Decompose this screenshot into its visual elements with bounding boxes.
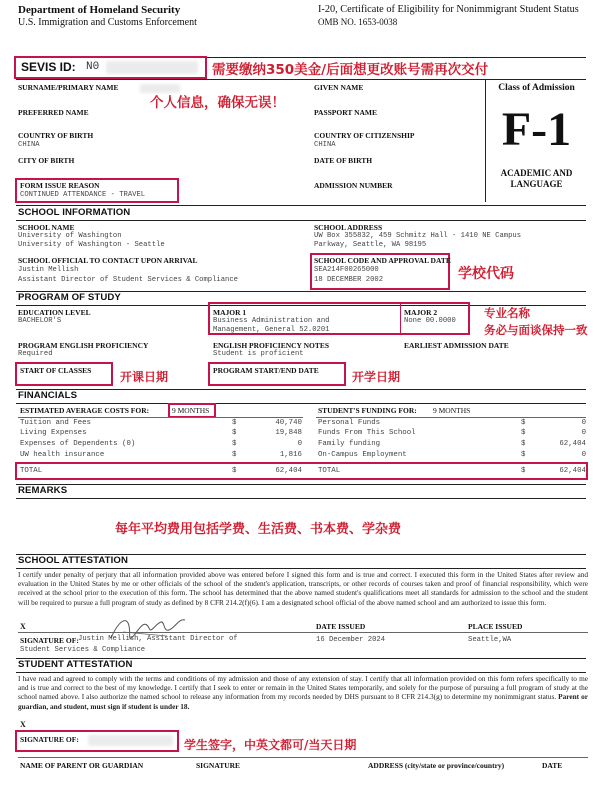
- form-title: I-20, Certificate of Eligibility for Nonimmigrant Student Status: [318, 4, 579, 15]
- school-code-annotation: 学校代码: [458, 266, 514, 282]
- costs-period: 9 MONTHS: [172, 406, 210, 415]
- country-of-birth-label: COUNTRY OF BIRTH: [18, 131, 94, 140]
- program-dates-label: PROGRAM START/END DATE: [213, 366, 319, 375]
- total-costs-label: TOTAL: [20, 467, 43, 475]
- personal-info-annotation: 个人信息，确保无误！: [150, 95, 285, 111]
- total-costs-value: 62,404: [275, 467, 302, 475]
- funding-amount-3: 62,404: [559, 440, 586, 448]
- parent-date-label: DATE: [542, 761, 563, 770]
- cost-item-1: Tuition and Fees: [20, 419, 91, 427]
- class-of-admission-label: Class of Admission: [498, 83, 575, 93]
- school-signature-line1: Justin Mellish, Assistant Director of: [78, 635, 238, 643]
- cost-item-4: UW health insurance: [20, 451, 105, 459]
- school-code-label: SCHOOL CODE AND APPROVAL DATE: [314, 256, 451, 265]
- earliest-admission-label: EARLIEST ADMISSION DATE: [404, 341, 509, 350]
- class-line-1: ACADEMIC AND: [500, 168, 573, 178]
- program-title: PROGRAM OF STUDY: [18, 292, 121, 303]
- major2-label: MAJOR 2: [404, 308, 438, 317]
- form-issue-reason-label: FORM ISSUE REASON: [20, 181, 100, 190]
- english-proficiency-value: Required: [18, 350, 53, 358]
- english-proficiency-label: PROGRAM ENGLISH PROFICIENCY: [18, 341, 149, 350]
- major-name-annotation: 专业名称: [484, 306, 530, 320]
- parent-name-label: NAME OF PARENT OR GUARDIAN: [20, 761, 144, 770]
- school-official-name: Justin Mellish: [18, 266, 79, 274]
- student-attestation-title: STUDENT ATTESTATION: [18, 659, 133, 670]
- cost-currency-3: $: [232, 440, 237, 448]
- remarks-annotation: 每年平均费用包括学费、生活费、书本费、学杂费: [115, 522, 402, 537]
- costs-label: ESTIMATED AVERAGE COSTS FOR:: [20, 406, 150, 415]
- english-notes-value: Student is proficient: [213, 350, 304, 358]
- school-official-title: Assistant Director of Student Services & Compliance: [18, 276, 238, 284]
- sevis-label: SEVIS ID:: [21, 60, 76, 74]
- funding-currency-3: $: [521, 440, 526, 448]
- cost-amount-1: 40,740: [275, 419, 302, 427]
- cost-currency-4: $: [232, 451, 237, 459]
- sevis-redaction: [106, 61, 198, 74]
- funding-currency-4: $: [521, 451, 526, 459]
- city-of-birth-label: CITY OF BIRTH: [18, 156, 75, 165]
- school-attestation-text: I certify under penalty of perjury that all information provided above was entered before I signed this form and is true and correct. I executed this form in the United States after review and evaluation in the United States by me or other officials of the school of the student's application, transcripts, or other records of courses taken and proof of financial responsibility, which were received at the school prior to the execution of this form. The school has determined that the above named student's qualifications meet all standards for admission to the school and the student will be required to pursue a full program of study as defined by 8 CFR 214.2(f)(6). I am a designated school official of the above named school and am authorized to issue this form.: [18, 570, 588, 607]
- omb-number: OMB NO. 1653-0038: [318, 17, 398, 27]
- program-dates-annotation: 开学日期: [352, 370, 401, 384]
- school-address-line2: Parkway, Seattle, WA 98195: [314, 241, 427, 249]
- agency-title: Department of Homeland Security: [18, 4, 181, 16]
- english-notes-label: ENGLISH PROFICIENCY NOTES: [213, 341, 329, 350]
- funding-item-2: Funds From This School: [318, 429, 416, 437]
- education-level-label: EDUCATION LEVEL: [18, 308, 91, 317]
- cost-amount-4: 1,816: [279, 451, 302, 459]
- date-issued-value: 16 December 2024: [316, 636, 386, 644]
- funding-item-4: On-Campus Employment: [318, 451, 407, 459]
- admission-number-label: ADMISSION NUMBER: [314, 181, 393, 190]
- funding-amount-4: 0: [581, 451, 586, 459]
- surname-label: SURNAME/PRIMARY NAME: [18, 83, 119, 92]
- school-official-label: SCHOOL OFFICIAL TO CONTACT UPON ARRIVAL: [18, 256, 198, 265]
- school-signature-label: SIGNATURE OF:: [20, 636, 79, 645]
- sevis-annotation: 需要缴纳350美金/后面想更改账号需再次交付: [212, 62, 489, 78]
- major2-value: None 00.0000: [404, 317, 456, 325]
- parent-signature-label: SIGNATURE: [196, 761, 241, 770]
- parent-address-label: ADDRESS (city/state or province/country): [368, 761, 505, 770]
- form-issue-reason-value: CONTINUED ATTENDANCE - TRAVEL: [20, 191, 146, 199]
- school-approval-date: 18 DECEMBER 2002: [314, 276, 384, 284]
- cost-item-2: Living Expenses: [20, 429, 87, 437]
- funding-amount-2: 0: [581, 429, 586, 437]
- citizenship-value: CHINA: [314, 141, 336, 149]
- funding-currency-1: $: [521, 419, 526, 427]
- funding-item-1: Personal Funds: [318, 419, 381, 427]
- major1-line1: Business Administration and: [213, 317, 330, 325]
- school-attestation-title: SCHOOL ATTESTATION: [18, 555, 128, 566]
- school-signature-line2: Student Services & Compliance: [20, 646, 146, 654]
- date-issued-label: DATE ISSUED: [316, 622, 366, 631]
- cost-amount-3: 0: [297, 440, 302, 448]
- total-funding-currency: $: [521, 467, 526, 475]
- class-code: F-1: [501, 103, 572, 156]
- school-address-label: SCHOOL ADDRESS: [314, 223, 383, 232]
- school-x-mark: X: [20, 622, 26, 631]
- citizenship-label: COUNTRY OF CITIZENSHIP: [314, 131, 415, 140]
- student-signature-label: SIGNATURE OF:: [20, 735, 79, 744]
- total-funding-label: TOTAL: [318, 467, 341, 475]
- place-issued-label: PLACE ISSUED: [468, 622, 523, 631]
- major1-label: MAJOR 1: [213, 308, 247, 317]
- student-signature-annotation: 学生签字，中英文都可/当天日期: [184, 738, 357, 752]
- student-attestation-body: I have read and agreed to comply with the terms and conditions of my admission and those of any extension of stay. I certify that all information provided on this form refers specifically to me and is true and correct to the best of my knowledge. I certify that I seek to enter or remain in the United States temporarily, and solely for the purpose of pursuing a full program of study at the school named above. I also authorize the named school to release any information from my records needed by DHS pursuant to 8 CFR 214.3(g) to determine my nonimmigrant status.: [18, 674, 588, 702]
- funding-item-3: Family funding: [318, 440, 381, 448]
- major1-line2: Management, General 52.0201: [213, 326, 330, 334]
- date-of-birth-label: DATE OF BIRTH: [314, 156, 373, 165]
- funding-label: STUDENT'S FUNDING FOR:: [318, 406, 417, 415]
- preferred-name-label: PREFERRED NAME: [18, 108, 89, 117]
- total-costs-currency: $: [232, 467, 237, 475]
- student-attestation-bold: Parent or guardian, and student, must sign if student is under 18.: [18, 692, 589, 711]
- sub-agency-title: U.S. Immigration and Customs Enforcement: [18, 17, 197, 28]
- given-name-label: GIVEN NAME: [314, 83, 364, 92]
- education-level-value: BACHELOR'S: [18, 317, 62, 325]
- start-of-classes-label: START OF CLASSES: [20, 366, 92, 375]
- student-x-mark: X: [20, 720, 26, 729]
- funding-period: 9 MONTHS: [433, 406, 471, 415]
- financials-title: FINANCIALS: [18, 390, 78, 401]
- school-name-line1: University of Washington: [18, 232, 122, 240]
- country-of-birth-value: CHINA: [18, 141, 40, 149]
- student-attestation-text: [18, 674, 588, 711]
- school-name-line2: University of Washington - Seattle: [18, 241, 165, 249]
- school-name-label: SCHOOL NAME: [18, 223, 75, 232]
- start-of-classes-annotation: 开课日期: [120, 370, 169, 384]
- cost-currency-2: $: [232, 429, 237, 437]
- cost-currency-1: $: [232, 419, 237, 427]
- cost-item-3: Expenses of Dependents (0): [20, 440, 136, 448]
- major-consistent-annotation: 务必与面谈保持一致: [484, 323, 588, 337]
- school-code-value: SEA214F00265000: [314, 266, 379, 274]
- place-issued-value: Seattle,WA: [468, 636, 512, 644]
- total-funding-value: 62,404: [559, 467, 586, 475]
- passport-name-label: PASSPORT NAME: [314, 108, 378, 117]
- funding-currency-2: $: [521, 429, 526, 437]
- school-address-line1: UW Box 355832, 459 Schmitz Hall - 1410 NE Campus: [314, 232, 522, 240]
- student-signature-redaction[interactable]: [88, 735, 173, 746]
- funding-amount-1: 0: [581, 419, 586, 427]
- sevis-value: N0: [86, 61, 100, 73]
- remarks-title: REMARKS: [18, 485, 68, 496]
- cost-amount-2: 19,848: [275, 429, 302, 437]
- school-info-title: SCHOOL INFORMATION: [18, 207, 131, 218]
- class-line-2: LANGUAGE: [510, 179, 563, 189]
